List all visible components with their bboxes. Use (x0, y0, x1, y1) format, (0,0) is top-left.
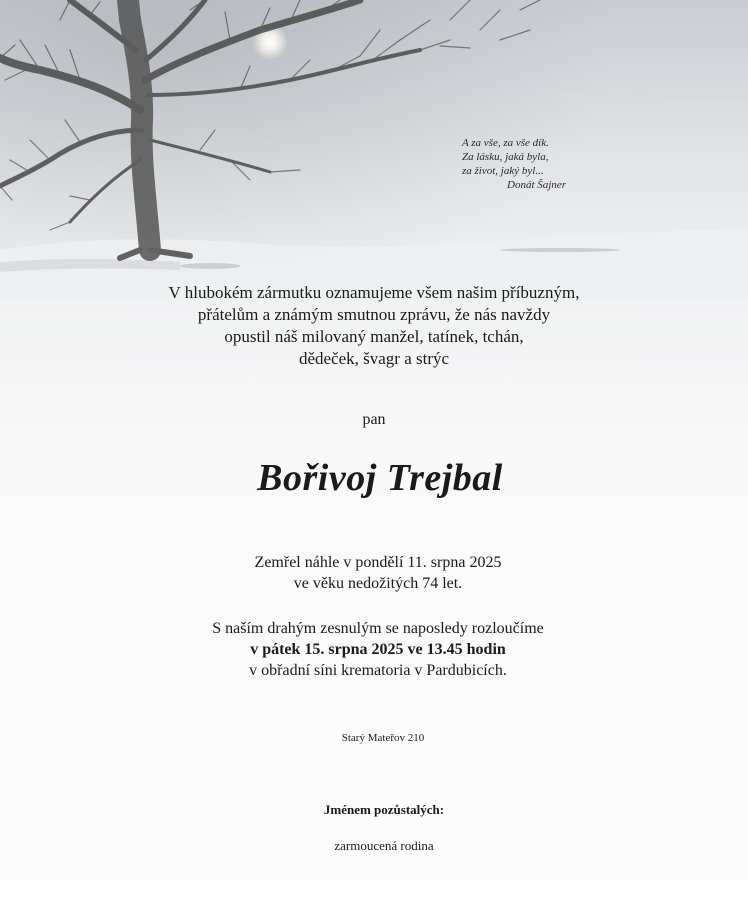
funeral-datetime: v pátek 15. srpna 2025 ve 13.45 hodin (250, 641, 506, 658)
announcement-text (0, 282, 748, 370)
poem-author: Donát Šajner (507, 179, 566, 191)
announcement-line: dědeček, švagr a strýc (298, 349, 450, 368)
address: Starý Mateřov 210 (341, 732, 425, 744)
signed-label: Jménem pozůstalých: (323, 802, 445, 817)
funeral-info (0, 618, 748, 681)
announcement-line: přátelům a známým smutnou zprávu, že nás navždy (197, 305, 551, 324)
poem-line: A za vše, za vše dík. (462, 137, 549, 149)
death-age: ve věku nedožitých 74 let. (293, 575, 463, 592)
title-word: pan (362, 411, 386, 428)
deceased-name: Bořivoj Trejbal (257, 457, 503, 499)
poem-line: Za lásku, jaká byla, (462, 151, 549, 163)
poem-quote (462, 136, 566, 192)
announcement-line: V hlubokém zármutku oznamujeme všem našim příbuzným, (168, 283, 580, 302)
death-info (0, 552, 748, 594)
death-date: Zemřel náhle v pondělí 11. srpna 2025 (254, 554, 502, 571)
family-signature: zarmoucená rodina (334, 838, 434, 853)
funeral-intro: S naším drahým zesnulým se naposledy rozloučíme (212, 620, 544, 637)
announcement-line: opustil náš milovaný manžel, tatínek, tchán, (224, 327, 524, 346)
poem-line: za život, jaký byl... (462, 165, 544, 177)
funeral-place: v obřadní síni krematoria v Pardubicích. (249, 662, 507, 679)
